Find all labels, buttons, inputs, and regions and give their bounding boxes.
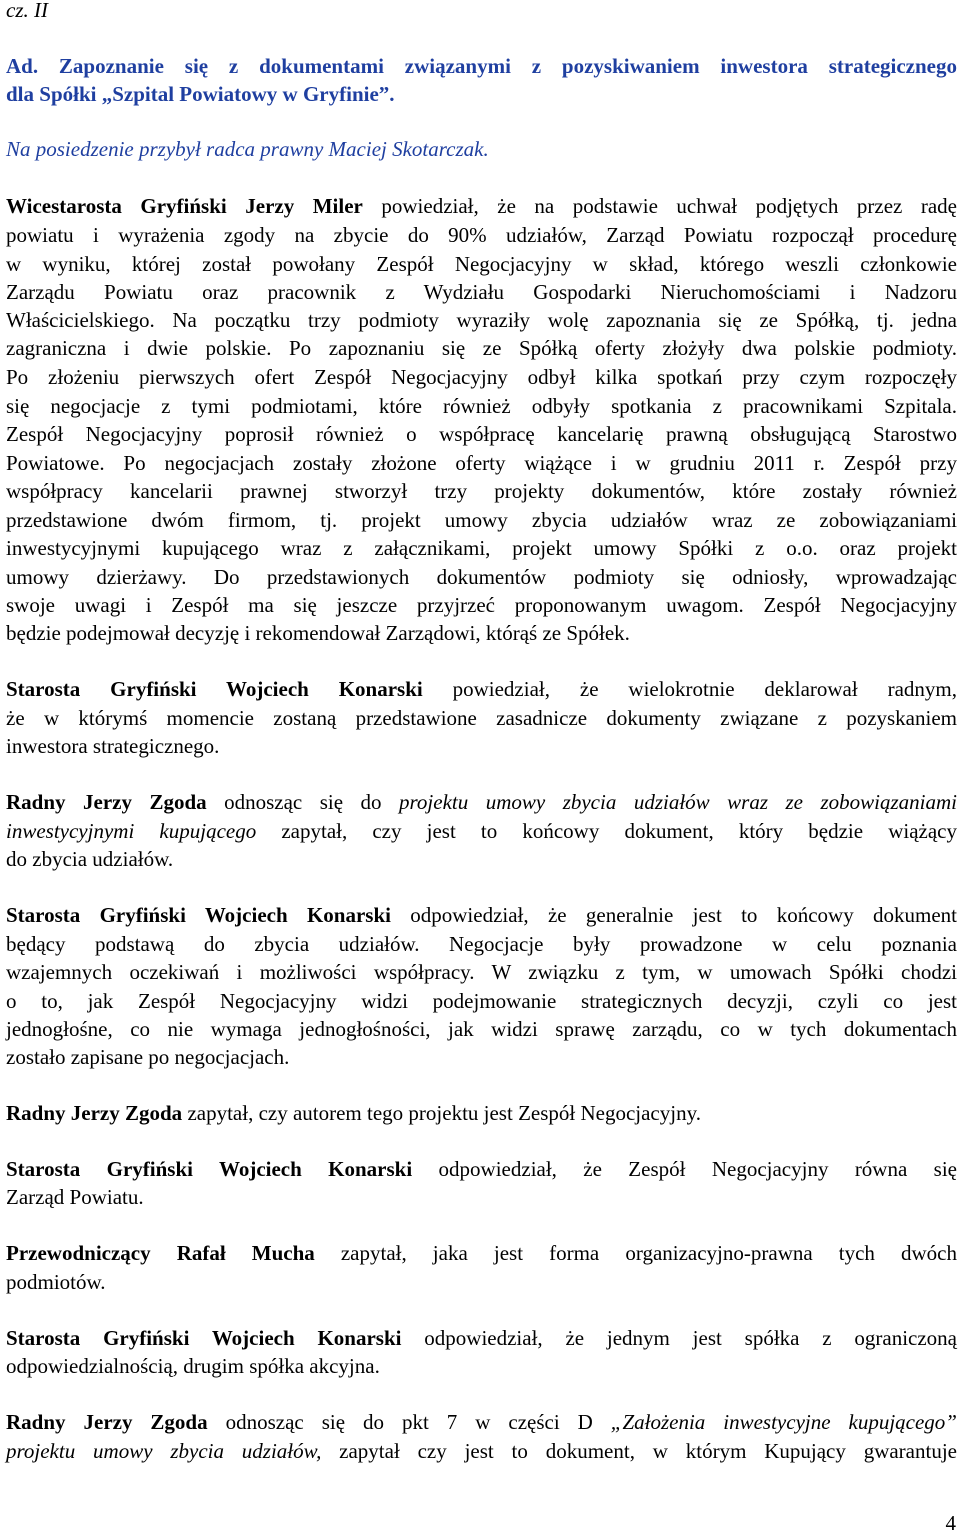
part-label: cz. II bbox=[6, 0, 48, 22]
paragraph-1-line: powiatu i wyrażenia zgody na zbycie do 90% udziałów, Zarząd Powiatu rozpoczął procedurę bbox=[6, 223, 957, 247]
paragraph-4-line: zostało zapisane po negocjacjach. bbox=[6, 1045, 290, 1069]
quoted-section-title: „Założenia inwestycyjne kupującego” bbox=[610, 1410, 957, 1434]
paragraph-2-line: inwestora strategicznego. bbox=[6, 734, 220, 758]
paragraph-2-line-1: Starosta Gryfiński Wojciech Konarski powiedział, że wielokrotnie deklarował radnym, bbox=[6, 677, 957, 701]
paragraph-6-line-1: Starosta Gryfiński Wojciech Konarski odpowiedział, że Zespół Negocjacyjny równa się bbox=[6, 1157, 957, 1181]
paragraph-1-line: Zarządu Powiatu oraz pracownik z Wydziału Gospodarki Nieruchomościami i Nadzoru bbox=[6, 280, 957, 304]
paragraph-1-line: Właścicielskiego. Na początku trzy podmioty wyraziły wolę zapoznania się ze Spółką, tj. jedna bbox=[6, 308, 957, 332]
speaker-name: Radny Jerzy Zgoda bbox=[6, 1101, 183, 1125]
quoted-document-title: projektu umowy zbycia udziałów wraz ze zobowiązaniami bbox=[399, 790, 957, 814]
paragraph-3-line: do zbycia udziałów. bbox=[6, 847, 174, 871]
speaker-name: Starosta Gryfiński Wojciech Konarski bbox=[6, 1157, 413, 1181]
paragraph-1-line: Powiatowe. Po negocjacjach zostały złożone oferty wiążące i w grudniu 2011 r. Zespół przy bbox=[6, 451, 957, 475]
paragraph-1-line: umowy dzierżawy. Do przedstawionych dokumentów podmioty się odniosły, wprowadzając bbox=[6, 565, 957, 589]
paragraph-3-line-1: Radny Jerzy Zgoda odnosząc się do projektu umowy zbycia udziałów wraz ze zobowiązaniami bbox=[6, 790, 957, 814]
paragraph-7-line: podmiotów. bbox=[6, 1270, 106, 1294]
paragraph-4-line-1: Starosta Gryfiński Wojciech Konarski odpowiedział, że generalnie jest to końcowy dokument bbox=[6, 903, 957, 927]
paragraph-1-line: zagraniczna i dwie polskie. Po zapoznaniu się ze Spółką oferty złożyły dwa polskie podmioty. bbox=[6, 336, 957, 360]
speaker-name: Radny Jerzy Zgoda bbox=[6, 1410, 208, 1434]
paragraph-4-line: o to, jak Zespół Negocjacyjny widzi podejmowanie strategicznych decyzji, czyli co jest bbox=[6, 989, 957, 1013]
paragraph-1-line: w wyniku, której został powołany Zespół Negocjacyjny w skład, którego weszli członkowie bbox=[6, 252, 957, 276]
paragraph-1-line: swoje uwagi i Zespół ma się jeszcze przyjrzeć proponowanym uwagom. Zespół Negocjacyjny bbox=[6, 593, 957, 617]
paragraph-4-line: będący podstawą do zbycia udziałów. Negocjacje były prowadzone w celu poznania bbox=[6, 932, 957, 956]
speaker-name: Radny Jerzy Zgoda bbox=[6, 790, 207, 814]
paragraph-1-line-1: Wicestarosta Gryfiński Jerzy Miler powiedział, że na podstawie uchwał podjętych przez radę bbox=[6, 194, 957, 218]
paragraph-1-line: inwestycyjnymi kupującego wraz z załącznikami, projekt umowy Spółki z o.o. oraz projekt bbox=[6, 536, 957, 560]
paragraph-6-line: Zarząd Powiatu. bbox=[6, 1185, 144, 1209]
paragraph-8-line: odpowiedzialnością, drugim spółka akcyjna. bbox=[6, 1354, 380, 1378]
paragraph-4-line: wzajemnych oczekiwań i możliwości współpracy. W związku z tym, w umowach Spółki chodzi bbox=[6, 960, 957, 984]
paragraph-1-line: Po złożeniu pierwszych ofert Zespół Negocjacyjny odbył kilka spotkań przy czym rozpoczęły bbox=[6, 365, 957, 389]
paragraph-5-line-1: Radny Jerzy Zgoda zapytał, czy autorem tego projektu jest Zespół Negocjacyjny. bbox=[6, 1101, 701, 1125]
attendance-note: Na posiedzenie przybył radca prawny Maciej Skotarczak. bbox=[6, 137, 489, 161]
paragraph-1-line: współpracy kancelarii prawnej stworzył trzy projekty dokumentów, które zostały również bbox=[6, 479, 957, 503]
agenda-title-line-2: dla Spółki „Szpital Powiatowy w Gryfinie”. bbox=[6, 82, 395, 106]
paragraph-3-line-2: inwestycyjnymi kupującego zapytał, czy jest to końcowy dokument, który będzie wiążący bbox=[6, 819, 957, 843]
speaker-name: Starosta Gryfiński Wojciech Konarski bbox=[6, 677, 423, 701]
speaker-name: Wicestarosta Gryfiński Jerzy Miler bbox=[6, 194, 363, 218]
page-number: 4 bbox=[945, 1511, 956, 1535]
paragraph-7-line-1: Przewodniczący Rafał Mucha zapytał, jaka jest forma organizacyjno-prawna tych dwóch bbox=[6, 1241, 957, 1265]
paragraph-8-line-1: Starosta Gryfiński Wojciech Konarski odpowiedział, że jednym jest spółka z ograniczoną bbox=[6, 1326, 957, 1350]
paragraph-9-line-1: Radny Jerzy Zgoda odnosząc się do pkt 7 w części D „Założenia inwestycyjne kupującego” bbox=[6, 1410, 957, 1434]
paragraph-2-line: że w którymś momencie zostaną przedstawione zasadnicze dokumenty związane z pozyskaniem bbox=[6, 706, 957, 730]
agenda-title-line-1: Ad. Zapoznanie się z dokumentami związanymi z pozyskiwaniem inwestora strategicznego bbox=[6, 54, 957, 78]
paragraph-1-line: przedstawione dwóm firmom, tj. projekt umowy zbycia udziałów wraz ze zobowiązaniami bbox=[6, 508, 957, 532]
paragraph-1-line: Zespół Negocjacyjny poprosił również o współpracę kancelarię prawną obsługującą Starostwo bbox=[6, 422, 957, 446]
paragraph-1-line: się negocjacje z tymi podmiotami, które również odbyły spotkania z pracownikami Szpitala. bbox=[6, 394, 957, 418]
paragraph-1-line: będzie podejmował decyzję i rekomendował Zarządowi, którąś ze Spółek. bbox=[6, 621, 630, 645]
paragraph-9-line-2: projektu umowy zbycia udziałów, zapytał czy jest to dokument, w którym Kupujący gwarantuje bbox=[6, 1439, 957, 1463]
paragraph-4-line: jednogłośne, co nie wymaga jednogłośności, jak widzi sprawę zarządu, co w tych dokumentach bbox=[6, 1017, 957, 1041]
speaker-name: Starosta Gryfiński Wojciech Konarski bbox=[6, 903, 391, 927]
speaker-name: Starosta Gryfiński Wojciech Konarski bbox=[6, 1326, 402, 1350]
speaker-name: Przewodniczący Rafał Mucha bbox=[6, 1241, 315, 1265]
